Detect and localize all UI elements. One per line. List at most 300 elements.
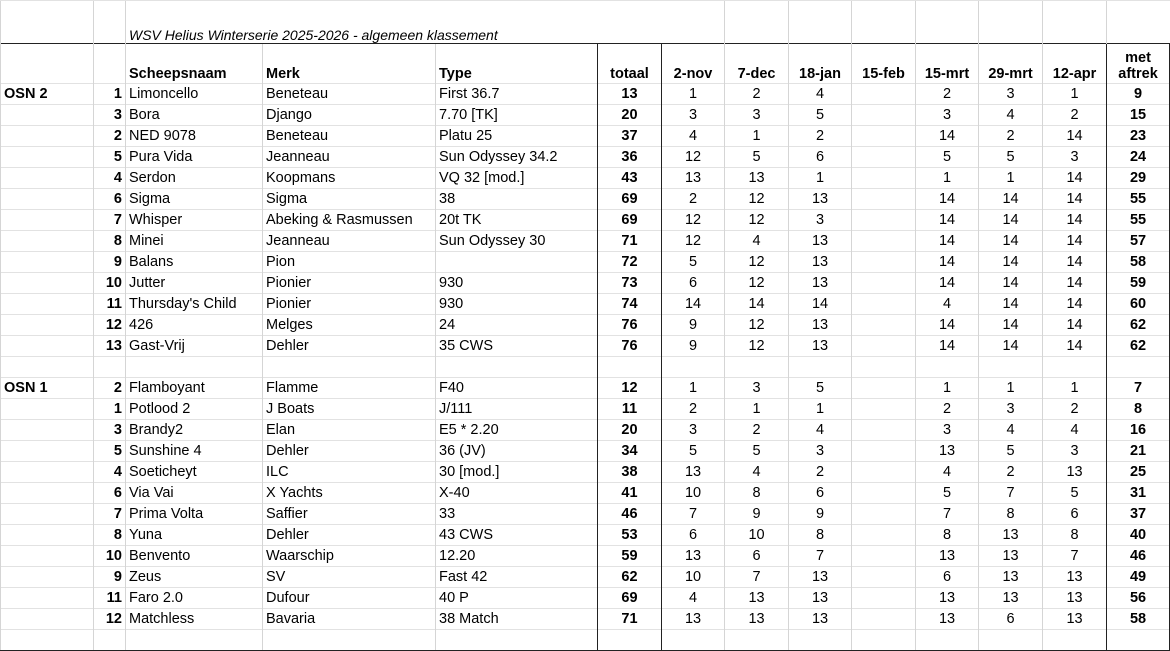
race-score-cell[interactable]: 4 <box>979 105 1043 126</box>
race-score-cell[interactable]: 13 <box>789 588 852 609</box>
type-cell[interactable]: 30 [mod.] <box>436 462 598 483</box>
final-score-cell[interactable]: 55 <box>1107 210 1170 231</box>
empty-cell[interactable] <box>979 630 1043 651</box>
rank-cell[interactable]: 9 <box>94 567 126 588</box>
cell[interactable] <box>1107 1 1170 44</box>
race-score-cell[interactable]: 10 <box>725 525 789 546</box>
race-score-cell[interactable]: 14 <box>662 294 725 315</box>
final-score-cell[interactable]: 58 <box>1107 609 1170 630</box>
type-cell[interactable]: 35 CWS <box>436 336 598 357</box>
race-score-cell[interactable] <box>852 273 916 294</box>
boat-name-cell[interactable]: Thursday's Child <box>126 294 263 315</box>
race-score-cell[interactable]: 13 <box>789 609 852 630</box>
brand-cell[interactable]: Bavaria <box>263 609 436 630</box>
race-score-cell[interactable]: 6 <box>789 483 852 504</box>
race-score-cell[interactable] <box>852 609 916 630</box>
race-score-cell[interactable]: 13 <box>1043 567 1107 588</box>
race-score-cell[interactable]: 14 <box>979 273 1043 294</box>
race-score-cell[interactable]: 1 <box>662 84 725 105</box>
race-score-cell[interactable]: 7 <box>1043 546 1107 567</box>
boat-name-cell[interactable]: Soeticheyt <box>126 462 263 483</box>
race-score-cell[interactable]: 1 <box>1043 378 1107 399</box>
race-score-cell[interactable]: 14 <box>916 315 979 336</box>
final-score-cell[interactable]: 37 <box>1107 504 1170 525</box>
brand-cell[interactable]: Sigma <box>263 189 436 210</box>
group-cell[interactable] <box>1 546 94 567</box>
race-score-cell[interactable]: 14 <box>979 189 1043 210</box>
race-score-cell[interactable]: 2 <box>979 462 1043 483</box>
brand-cell[interactable]: Beneteau <box>263 126 436 147</box>
race-score-cell[interactable]: 13 <box>979 525 1043 546</box>
rank-cell[interactable]: 8 <box>94 231 126 252</box>
race-score-cell[interactable]: 13 <box>662 609 725 630</box>
final-score-cell[interactable]: 49 <box>1107 567 1170 588</box>
race-score-cell[interactable]: 5 <box>662 441 725 462</box>
type-cell[interactable]: 930 <box>436 294 598 315</box>
total-cell[interactable]: 59 <box>598 546 662 567</box>
empty-cell[interactable] <box>94 357 126 378</box>
cell[interactable] <box>1043 1 1107 44</box>
boat-name-cell[interactable]: Benvento <box>126 546 263 567</box>
header-rank[interactable] <box>94 44 126 84</box>
total-cell[interactable]: 36 <box>598 147 662 168</box>
race-score-cell[interactable]: 5 <box>979 441 1043 462</box>
header-group[interactable] <box>1 44 94 84</box>
group-cell[interactable] <box>1 126 94 147</box>
final-score-cell[interactable]: 9 <box>1107 84 1170 105</box>
brand-cell[interactable]: Flamme <box>263 378 436 399</box>
empty-cell[interactable] <box>263 357 436 378</box>
cell[interactable] <box>852 1 916 44</box>
race-score-cell[interactable]: 7 <box>725 567 789 588</box>
cell[interactable] <box>789 1 852 44</box>
brand-cell[interactable]: Pionier <box>263 294 436 315</box>
total-cell[interactable]: 76 <box>598 315 662 336</box>
race-score-cell[interactable]: 7 <box>662 504 725 525</box>
type-cell[interactable]: Fast 42 <box>436 567 598 588</box>
race-score-cell[interactable] <box>852 126 916 147</box>
race-score-cell[interactable] <box>852 315 916 336</box>
boat-name-cell[interactable]: Prima Volta <box>126 504 263 525</box>
race-score-cell[interactable]: 2 <box>916 399 979 420</box>
race-score-cell[interactable]: 1 <box>789 168 852 189</box>
race-score-cell[interactable]: 6 <box>979 609 1043 630</box>
empty-cell[interactable] <box>789 357 852 378</box>
rank-cell[interactable]: 12 <box>94 609 126 630</box>
race-score-cell[interactable]: 14 <box>916 231 979 252</box>
race-score-cell[interactable]: 13 <box>1043 609 1107 630</box>
race-score-cell[interactable]: 14 <box>916 189 979 210</box>
race-score-cell[interactable]: 3 <box>789 210 852 231</box>
boat-name-cell[interactable]: Flamboyant <box>126 378 263 399</box>
total-cell[interactable]: 34 <box>598 441 662 462</box>
race-score-cell[interactable]: 13 <box>1043 462 1107 483</box>
total-cell[interactable]: 11 <box>598 399 662 420</box>
race-score-cell[interactable]: 5 <box>662 252 725 273</box>
race-score-cell[interactable]: 14 <box>1043 168 1107 189</box>
race-score-cell[interactable] <box>852 441 916 462</box>
brand-cell[interactable]: X Yachts <box>263 483 436 504</box>
race-score-cell[interactable]: 1 <box>725 126 789 147</box>
header-race-7[interactable]: 12-apr <box>1043 44 1107 84</box>
total-cell[interactable]: 37 <box>598 126 662 147</box>
total-cell[interactable]: 41 <box>598 483 662 504</box>
race-score-cell[interactable]: 3 <box>916 105 979 126</box>
group-cell[interactable] <box>1 315 94 336</box>
total-cell[interactable]: 53 <box>598 525 662 546</box>
empty-cell[interactable] <box>662 357 725 378</box>
race-score-cell[interactable]: 14 <box>1043 126 1107 147</box>
rank-cell[interactable]: 4 <box>94 168 126 189</box>
race-score-cell[interactable]: 3 <box>725 105 789 126</box>
group-cell[interactable] <box>1 294 94 315</box>
empty-cell[interactable] <box>725 630 789 651</box>
race-score-cell[interactable]: 7 <box>916 504 979 525</box>
race-score-cell[interactable]: 3 <box>789 441 852 462</box>
race-score-cell[interactable]: 5 <box>789 105 852 126</box>
race-score-cell[interactable]: 12 <box>725 273 789 294</box>
race-score-cell[interactable]: 3 <box>1043 147 1107 168</box>
boat-name-cell[interactable]: Yuna <box>126 525 263 546</box>
race-score-cell[interactable]: 13 <box>979 546 1043 567</box>
race-score-cell[interactable]: 13 <box>789 252 852 273</box>
header-name[interactable]: Scheepsnaam <box>126 44 263 84</box>
header-race-2[interactable]: 7-dec <box>725 44 789 84</box>
race-score-cell[interactable]: 13 <box>662 546 725 567</box>
brand-cell[interactable]: SV <box>263 567 436 588</box>
group-cell[interactable] <box>1 105 94 126</box>
type-cell[interactable]: 24 <box>436 315 598 336</box>
race-score-cell[interactable]: 14 <box>979 252 1043 273</box>
empty-cell[interactable] <box>436 630 598 651</box>
group-cell[interactable] <box>1 525 94 546</box>
group-label[interactable]: OSN 1 <box>1 378 94 399</box>
group-cell[interactable] <box>1 336 94 357</box>
race-score-cell[interactable]: 4 <box>789 84 852 105</box>
race-score-cell[interactable]: 13 <box>916 588 979 609</box>
boat-name-cell[interactable]: 426 <box>126 315 263 336</box>
total-cell[interactable]: 69 <box>598 588 662 609</box>
total-cell[interactable]: 73 <box>598 273 662 294</box>
total-cell[interactable]: 13 <box>598 84 662 105</box>
race-score-cell[interactable]: 3 <box>662 105 725 126</box>
rank-cell[interactable]: 10 <box>94 273 126 294</box>
group-cell[interactable] <box>1 420 94 441</box>
race-score-cell[interactable] <box>852 168 916 189</box>
type-cell[interactable]: 38 <box>436 189 598 210</box>
type-cell[interactable]: First 36.7 <box>436 84 598 105</box>
race-score-cell[interactable] <box>852 252 916 273</box>
boat-name-cell[interactable]: Pura Vida <box>126 147 263 168</box>
race-score-cell[interactable]: 1 <box>725 399 789 420</box>
race-score-cell[interactable]: 2 <box>662 189 725 210</box>
race-score-cell[interactable]: 4 <box>725 462 789 483</box>
race-score-cell[interactable]: 5 <box>979 147 1043 168</box>
race-score-cell[interactable]: 6 <box>662 525 725 546</box>
boat-name-cell[interactable]: Jutter <box>126 273 263 294</box>
brand-cell[interactable]: Saffier <box>263 504 436 525</box>
race-score-cell[interactable]: 13 <box>789 336 852 357</box>
race-score-cell[interactable] <box>852 399 916 420</box>
race-score-cell[interactable]: 14 <box>1043 336 1107 357</box>
type-cell[interactable]: 40 P <box>436 588 598 609</box>
empty-cell[interactable] <box>598 630 662 651</box>
race-score-cell[interactable]: 13 <box>979 588 1043 609</box>
race-score-cell[interactable]: 14 <box>789 294 852 315</box>
race-score-cell[interactable]: 2 <box>789 126 852 147</box>
empty-cell[interactable] <box>725 357 789 378</box>
group-cell[interactable] <box>1 231 94 252</box>
boat-name-cell[interactable]: NED 9078 <box>126 126 263 147</box>
race-score-cell[interactable]: 14 <box>979 210 1043 231</box>
race-score-cell[interactable]: 10 <box>662 567 725 588</box>
type-cell[interactable]: 38 Match <box>436 609 598 630</box>
final-score-cell[interactable]: 60 <box>1107 294 1170 315</box>
final-score-cell[interactable]: 62 <box>1107 315 1170 336</box>
race-score-cell[interactable]: 13 <box>662 462 725 483</box>
final-score-cell[interactable]: 46 <box>1107 546 1170 567</box>
boat-name-cell[interactable]: Balans <box>126 252 263 273</box>
empty-cell[interactable] <box>598 357 662 378</box>
race-score-cell[interactable]: 13 <box>725 168 789 189</box>
group-cell[interactable] <box>1 273 94 294</box>
boat-name-cell[interactable]: Faro 2.0 <box>126 588 263 609</box>
rank-cell[interactable]: 6 <box>94 189 126 210</box>
race-score-cell[interactable]: 14 <box>725 294 789 315</box>
type-cell[interactable]: 930 <box>436 273 598 294</box>
type-cell[interactable]: 33 <box>436 504 598 525</box>
brand-cell[interactable]: ILC <box>263 462 436 483</box>
boat-name-cell[interactable]: Limoncello <box>126 84 263 105</box>
total-cell[interactable]: 43 <box>598 168 662 189</box>
rank-cell[interactable]: 13 <box>94 336 126 357</box>
race-score-cell[interactable]: 1 <box>1043 84 1107 105</box>
final-score-cell[interactable]: 40 <box>1107 525 1170 546</box>
rank-cell[interactable]: 3 <box>94 420 126 441</box>
empty-cell[interactable] <box>1 357 94 378</box>
group-cell[interactable] <box>1 252 94 273</box>
race-score-cell[interactable]: 12 <box>662 210 725 231</box>
race-score-cell[interactable]: 6 <box>725 546 789 567</box>
race-score-cell[interactable]: 9 <box>662 336 725 357</box>
type-cell[interactable]: Sun Odyssey 30 <box>436 231 598 252</box>
boat-name-cell[interactable]: Zeus <box>126 567 263 588</box>
race-score-cell[interactable]: 14 <box>979 336 1043 357</box>
race-score-cell[interactable] <box>852 546 916 567</box>
brand-cell[interactable]: Beneteau <box>263 84 436 105</box>
empty-cell[interactable] <box>1107 357 1170 378</box>
race-score-cell[interactable]: 8 <box>1043 525 1107 546</box>
rank-cell[interactable]: 9 <box>94 252 126 273</box>
race-score-cell[interactable]: 13 <box>916 546 979 567</box>
total-cell[interactable]: 72 <box>598 252 662 273</box>
boat-name-cell[interactable]: Sunshine 4 <box>126 441 263 462</box>
header-race-5[interactable]: 15-mrt <box>916 44 979 84</box>
empty-cell[interactable] <box>852 357 916 378</box>
total-cell[interactable]: 69 <box>598 189 662 210</box>
race-score-cell[interactable]: 1 <box>789 399 852 420</box>
rank-cell[interactable]: 7 <box>94 504 126 525</box>
total-cell[interactable]: 20 <box>598 105 662 126</box>
race-score-cell[interactable]: 9 <box>789 504 852 525</box>
race-score-cell[interactable]: 3 <box>1043 441 1107 462</box>
group-cell[interactable] <box>1 189 94 210</box>
group-cell[interactable] <box>1 210 94 231</box>
race-score-cell[interactable]: 4 <box>916 294 979 315</box>
empty-cell[interactable] <box>1 630 94 651</box>
race-score-cell[interactable] <box>852 483 916 504</box>
empty-cell[interactable] <box>916 357 979 378</box>
type-cell[interactable]: VQ 32 [mod.] <box>436 168 598 189</box>
race-score-cell[interactable]: 8 <box>725 483 789 504</box>
race-score-cell[interactable]: 10 <box>662 483 725 504</box>
rank-cell[interactable]: 12 <box>94 315 126 336</box>
group-cell[interactable] <box>1 147 94 168</box>
race-score-cell[interactable]: 13 <box>916 609 979 630</box>
cell[interactable] <box>725 1 789 44</box>
race-score-cell[interactable]: 2 <box>1043 399 1107 420</box>
type-cell[interactable] <box>436 252 598 273</box>
brand-cell[interactable]: Elan <box>263 420 436 441</box>
race-score-cell[interactable]: 2 <box>725 84 789 105</box>
empty-cell[interactable] <box>1043 630 1107 651</box>
empty-cell[interactable] <box>126 630 263 651</box>
race-score-cell[interactable]: 12 <box>725 210 789 231</box>
race-score-cell[interactable]: 9 <box>662 315 725 336</box>
race-score-cell[interactable]: 4 <box>662 588 725 609</box>
race-score-cell[interactable]: 4 <box>662 126 725 147</box>
race-score-cell[interactable]: 1 <box>979 168 1043 189</box>
race-score-cell[interactable] <box>852 105 916 126</box>
race-score-cell[interactable]: 2 <box>789 462 852 483</box>
boat-name-cell[interactable]: Brandy2 <box>126 420 263 441</box>
race-score-cell[interactable]: 6 <box>662 273 725 294</box>
group-cell[interactable] <box>1 588 94 609</box>
race-score-cell[interactable]: 14 <box>1043 189 1107 210</box>
brand-cell[interactable]: Pionier <box>263 273 436 294</box>
group-cell[interactable] <box>1 483 94 504</box>
header-final[interactable] <box>1107 44 1170 84</box>
header-total[interactable]: totaal <box>598 44 662 84</box>
race-score-cell[interactable]: 13 <box>725 609 789 630</box>
cell[interactable] <box>979 1 1043 44</box>
race-score-cell[interactable] <box>852 336 916 357</box>
empty-cell[interactable] <box>436 357 598 378</box>
race-score-cell[interactable]: 6 <box>916 567 979 588</box>
total-cell[interactable]: 46 <box>598 504 662 525</box>
cell[interactable] <box>1 1 94 44</box>
race-score-cell[interactable]: 5 <box>1043 483 1107 504</box>
race-score-cell[interactable]: 13 <box>789 273 852 294</box>
type-cell[interactable]: F40 <box>436 378 598 399</box>
race-score-cell[interactable]: 6 <box>789 147 852 168</box>
boat-name-cell[interactable]: Minei <box>126 231 263 252</box>
race-score-cell[interactable]: 12 <box>662 231 725 252</box>
race-score-cell[interactable]: 1 <box>662 378 725 399</box>
final-score-cell[interactable]: 8 <box>1107 399 1170 420</box>
race-score-cell[interactable]: 5 <box>725 147 789 168</box>
final-score-cell[interactable]: 16 <box>1107 420 1170 441</box>
race-score-cell[interactable]: 13 <box>979 567 1043 588</box>
type-cell[interactable]: 12.20 <box>436 546 598 567</box>
cell[interactable] <box>94 1 126 44</box>
race-score-cell[interactable] <box>852 84 916 105</box>
type-cell[interactable]: 20t TK <box>436 210 598 231</box>
type-cell[interactable]: J/111 <box>436 399 598 420</box>
race-score-cell[interactable]: 5 <box>789 378 852 399</box>
race-score-cell[interactable]: 4 <box>916 462 979 483</box>
boat-name-cell[interactable]: Gast-Vrij <box>126 336 263 357</box>
rank-cell[interactable]: 5 <box>94 441 126 462</box>
final-score-cell[interactable]: 57 <box>1107 231 1170 252</box>
race-score-cell[interactable]: 14 <box>1043 210 1107 231</box>
race-score-cell[interactable]: 12 <box>725 336 789 357</box>
race-score-cell[interactable]: 2 <box>725 420 789 441</box>
final-score-cell[interactable]: 31 <box>1107 483 1170 504</box>
final-score-cell[interactable]: 7 <box>1107 378 1170 399</box>
race-score-cell[interactable]: 3 <box>979 399 1043 420</box>
race-score-cell[interactable]: 4 <box>979 420 1043 441</box>
race-score-cell[interactable]: 14 <box>1043 273 1107 294</box>
race-score-cell[interactable] <box>852 420 916 441</box>
race-score-cell[interactable]: 6 <box>1043 504 1107 525</box>
type-cell[interactable]: E5 * 2.20 <box>436 420 598 441</box>
race-score-cell[interactable]: 14 <box>916 126 979 147</box>
type-cell[interactable]: 36 (JV) <box>436 441 598 462</box>
brand-cell[interactable]: J Boats <box>263 399 436 420</box>
boat-name-cell[interactable]: Whisper <box>126 210 263 231</box>
group-cell[interactable] <box>1 399 94 420</box>
final-score-cell[interactable]: 62 <box>1107 336 1170 357</box>
race-score-cell[interactable]: 14 <box>1043 294 1107 315</box>
race-score-cell[interactable]: 14 <box>1043 231 1107 252</box>
race-score-cell[interactable] <box>852 504 916 525</box>
race-score-cell[interactable]: 13 <box>789 231 852 252</box>
race-score-cell[interactable]: 4 <box>1043 420 1107 441</box>
group-label[interactable]: OSN 2 <box>1 84 94 105</box>
race-score-cell[interactable] <box>852 147 916 168</box>
race-score-cell[interactable]: 7 <box>789 546 852 567</box>
empty-cell[interactable] <box>789 630 852 651</box>
brand-cell[interactable]: Koopmans <box>263 168 436 189</box>
empty-cell[interactable] <box>1043 357 1107 378</box>
race-score-cell[interactable]: 2 <box>662 399 725 420</box>
race-score-cell[interactable] <box>852 210 916 231</box>
race-score-cell[interactable]: 4 <box>789 420 852 441</box>
rank-cell[interactable]: 7 <box>94 210 126 231</box>
race-score-cell[interactable]: 3 <box>979 84 1043 105</box>
race-score-cell[interactable]: 2 <box>916 84 979 105</box>
race-score-cell[interactable]: 2 <box>1043 105 1107 126</box>
type-cell[interactable]: 7.70 [TK] <box>436 105 598 126</box>
empty-cell[interactable] <box>979 357 1043 378</box>
brand-cell[interactable]: Waarschip <box>263 546 436 567</box>
rank-cell[interactable]: 6 <box>94 483 126 504</box>
brand-cell[interactable]: Jeanneau <box>263 147 436 168</box>
header-brand[interactable]: Merk <box>263 44 436 84</box>
boat-name-cell[interactable]: Via Vai <box>126 483 263 504</box>
rank-cell[interactable]: 2 <box>94 126 126 147</box>
sheet-title[interactable]: WSV Helius Winterserie 2025-2026 - algemeen klassement <box>126 1 725 44</box>
header-type[interactable]: Type <box>436 44 598 84</box>
race-score-cell[interactable]: 14 <box>979 294 1043 315</box>
total-cell[interactable]: 69 <box>598 210 662 231</box>
race-score-cell[interactable]: 8 <box>789 525 852 546</box>
final-score-cell[interactable]: 25 <box>1107 462 1170 483</box>
brand-cell[interactable]: Dufour <box>263 588 436 609</box>
group-cell[interactable] <box>1 462 94 483</box>
race-score-cell[interactable]: 2 <box>979 126 1043 147</box>
